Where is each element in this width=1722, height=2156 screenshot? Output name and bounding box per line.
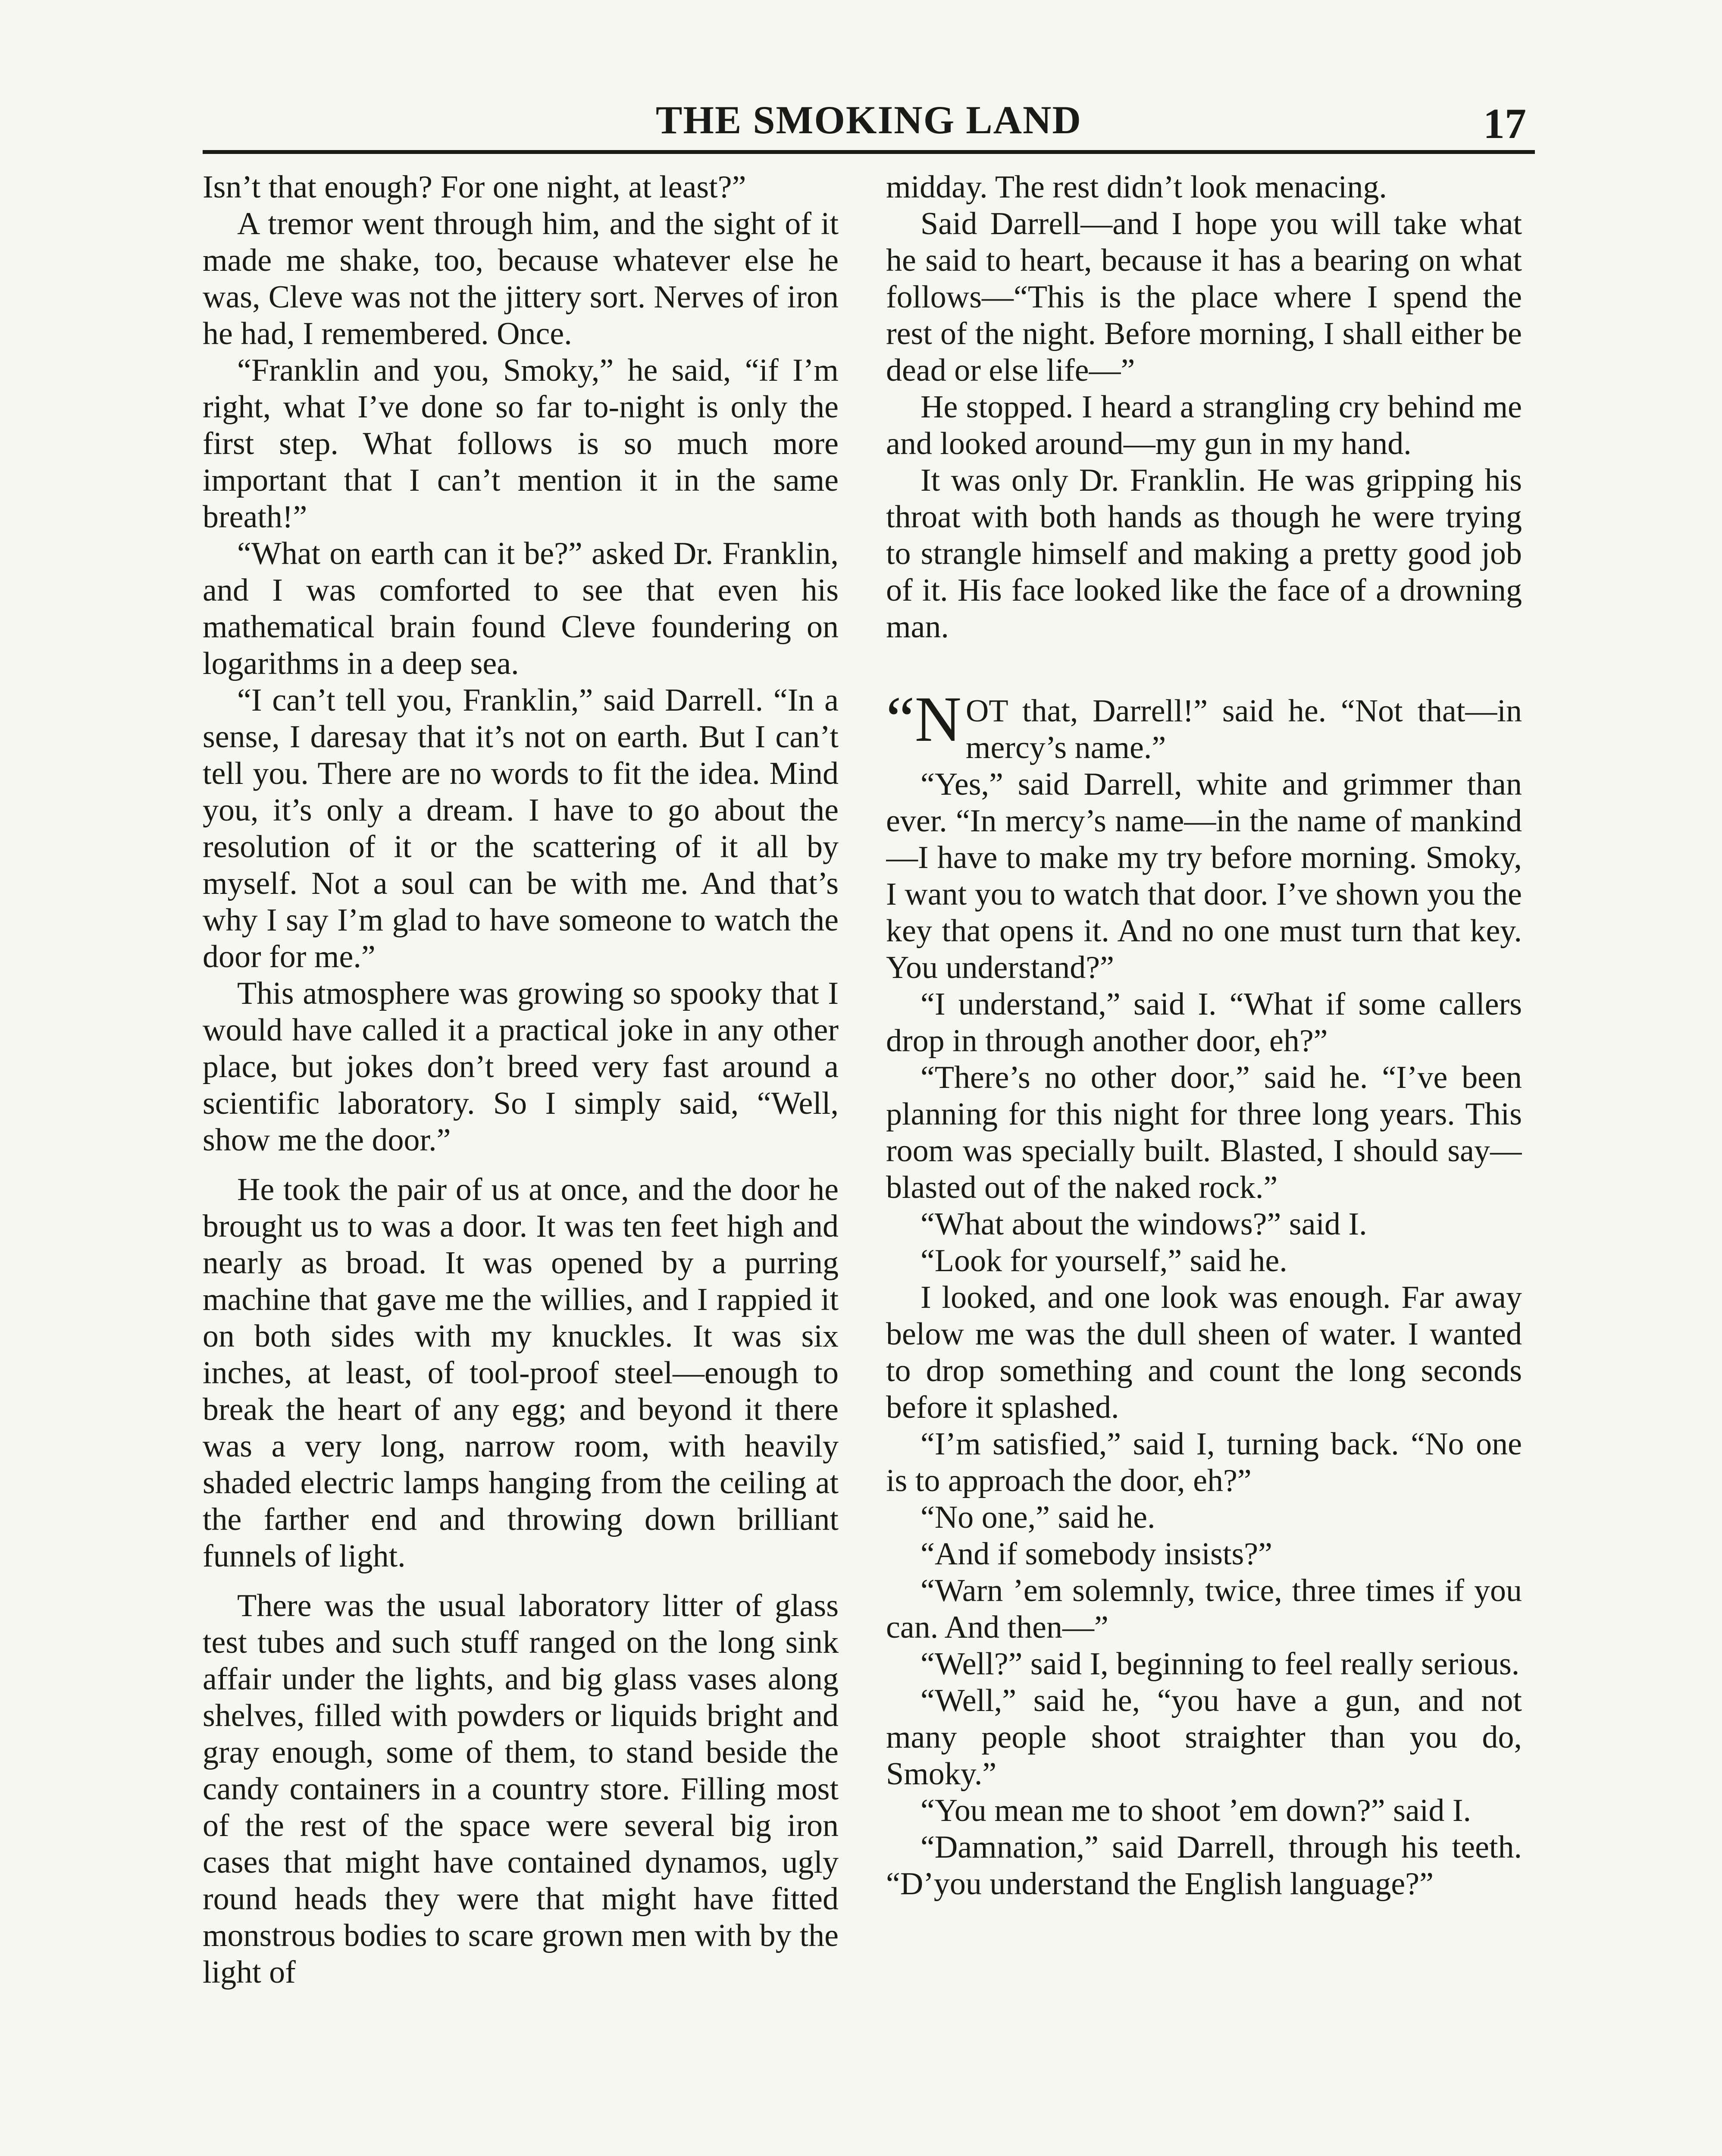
paragraph: “What on earth can it be?” asked Dr. Franklin, and I was comforted to see that even his mathematical brain found Cleve foundering on logarithms in a deep sea.: [203, 536, 839, 681]
running-header: [203, 97, 1535, 153]
paragraph: “Well?” said I, beginning to feel really serious.: [920, 1646, 1520, 1682]
page-number: 17: [1483, 100, 1526, 147]
paragraph: He took the pair of us at once, and the door he brought us to was a door. It was ten feet high and nearly as broad. It was opened by a purring machine that gave me the willies, and I rappied it on both sides with my knuckles. It was six inches, at least, of tool-proof steel—enough to break the heart of any egg; and beyond it there was a very long, narrow room, with heavily shaded electric lamps hanging from the ceiling at the farther end and throwing down brilliant funnels of light.: [203, 1172, 839, 1574]
paragraph: A tremor went through him, and the sight of it made me shake, too, because whatever else he was, Cleve was not the jittery sort. Nerves of iron he had, I remembered. Once.: [203, 206, 839, 351]
paragraph: It was only Dr. Franklin. He was gripping his throat with both hands as though he were trying to strangle himself and making a pretty good job of it. His face looked like the face of a drowning man.: [886, 463, 1522, 645]
paragraph: Isn’t that enough? For one night, at least?”: [203, 169, 746, 205]
paragraph: “Look for yourself,” said he.: [920, 1243, 1287, 1279]
paragraph: There was the usual laboratory litter of glass test tubes and such stuff ranged on the long sink affair under the lights, and big glass vases along shelves, filled with powders or liquids bright and gray enough, some of them, to stand beside the candy containers in a country store. Filling most of the rest of the space were several big iron cases that might have contained dynamos, ugly round heads they were that might have fitted monstrous bodies to scare grown men with by the light of: [203, 1588, 839, 1990]
paragraph: “Franklin and you, Smoky,” he said, “if I’m right, what I’ve done so far to-night is only the first step. What follows is so much more important that I can’t mention it in the same breath!”: [203, 353, 839, 535]
paragraph: He stopped. I heard a strangling cry behind me and looked around—my gun in my hand.: [886, 389, 1522, 461]
paragraph: Said Darrell—and I hope you will take what he said to heart, because it has a bearing on what follows—“This is the place where I spend the rest of the night. Before morning, I shall either be dead or else life—”: [886, 206, 1522, 388]
paragraph: “No one,” said he.: [920, 1500, 1155, 1535]
paragraph: This atmosphere was growing so spooky that I would have called it a practical joke in any other place, but jokes don’t breed very fast around a scientific laboratory. So I simply said, “Well, show me the door.”: [203, 976, 839, 1158]
paragraph: “I understand,” said I. “What if some callers drop in through another door, eh?”: [886, 987, 1522, 1059]
running-title: THE SMOKING LAND: [656, 98, 1082, 142]
right-column: [886, 169, 1522, 2156]
paragraph: “There’s no other door,” said he. “I’ve been planning for this night for three long years. This room was specially built. Blasted, I should say—blasted out of the naked rock.”: [886, 1060, 1522, 1205]
paragraph: I looked, and one look was enough. Far away below me was the dull sheen of water. I wanted to drop something and count the long seconds before it splashed.: [886, 1280, 1522, 1425]
paragraph: “I can’t tell you, Franklin,” said Darrell. “In a sense, I daresay that it’s not on earth. But I can’t tell you. There are no words to fit the idea. Mind you, it’s only a dream. I have to go about the resolution of it or the scattering of it all by myself. Not a soul can be with me. And that’s why I say I’m glad to have someone to watch the door for me.”: [203, 683, 839, 975]
paragraph: midday. The rest didn’t look menacing.: [886, 169, 1387, 205]
section-opening-paragraph: [886, 683, 1522, 766]
header-rule: [203, 150, 1535, 154]
paragraph: “Warn ’em solemnly, twice, three times if you can. And then—”: [886, 1573, 1522, 1645]
paragraph: “You mean me to shoot ’em down?” said I.: [920, 1793, 1471, 1828]
paragraph: “Yes,” said Darrell, white and grimmer than ever. “In mercy’s name—in the name of mankind—I have to make my try before morning. Smoky, I want you to watch that door. I’ve shown you the key that opens it. And no one must turn that key. You understand?”: [886, 767, 1522, 985]
paragraph: “And if somebody insists?”: [920, 1536, 1272, 1572]
left-column: [203, 169, 839, 2156]
paragraph: “Well,” said he, “you have a gun, and not many people shoot straighter than you do, Smoky.”: [886, 1683, 1522, 1792]
section-opening-text: OT that, Darrell!” said he. “Not that—in mercy’s name.”: [965, 693, 1522, 765]
drop-cap: “N: [886, 683, 961, 755]
paragraph: “What about the windows?” said I.: [920, 1206, 1367, 1242]
paragraph: “I’m satisfied,” said I, turning back. “No one is to approach the door, eh?”: [886, 1426, 1522, 1498]
paragraph: “Damnation,” said Darrell, through his teeth. “D’you understand the English language?”: [886, 1830, 1522, 1902]
